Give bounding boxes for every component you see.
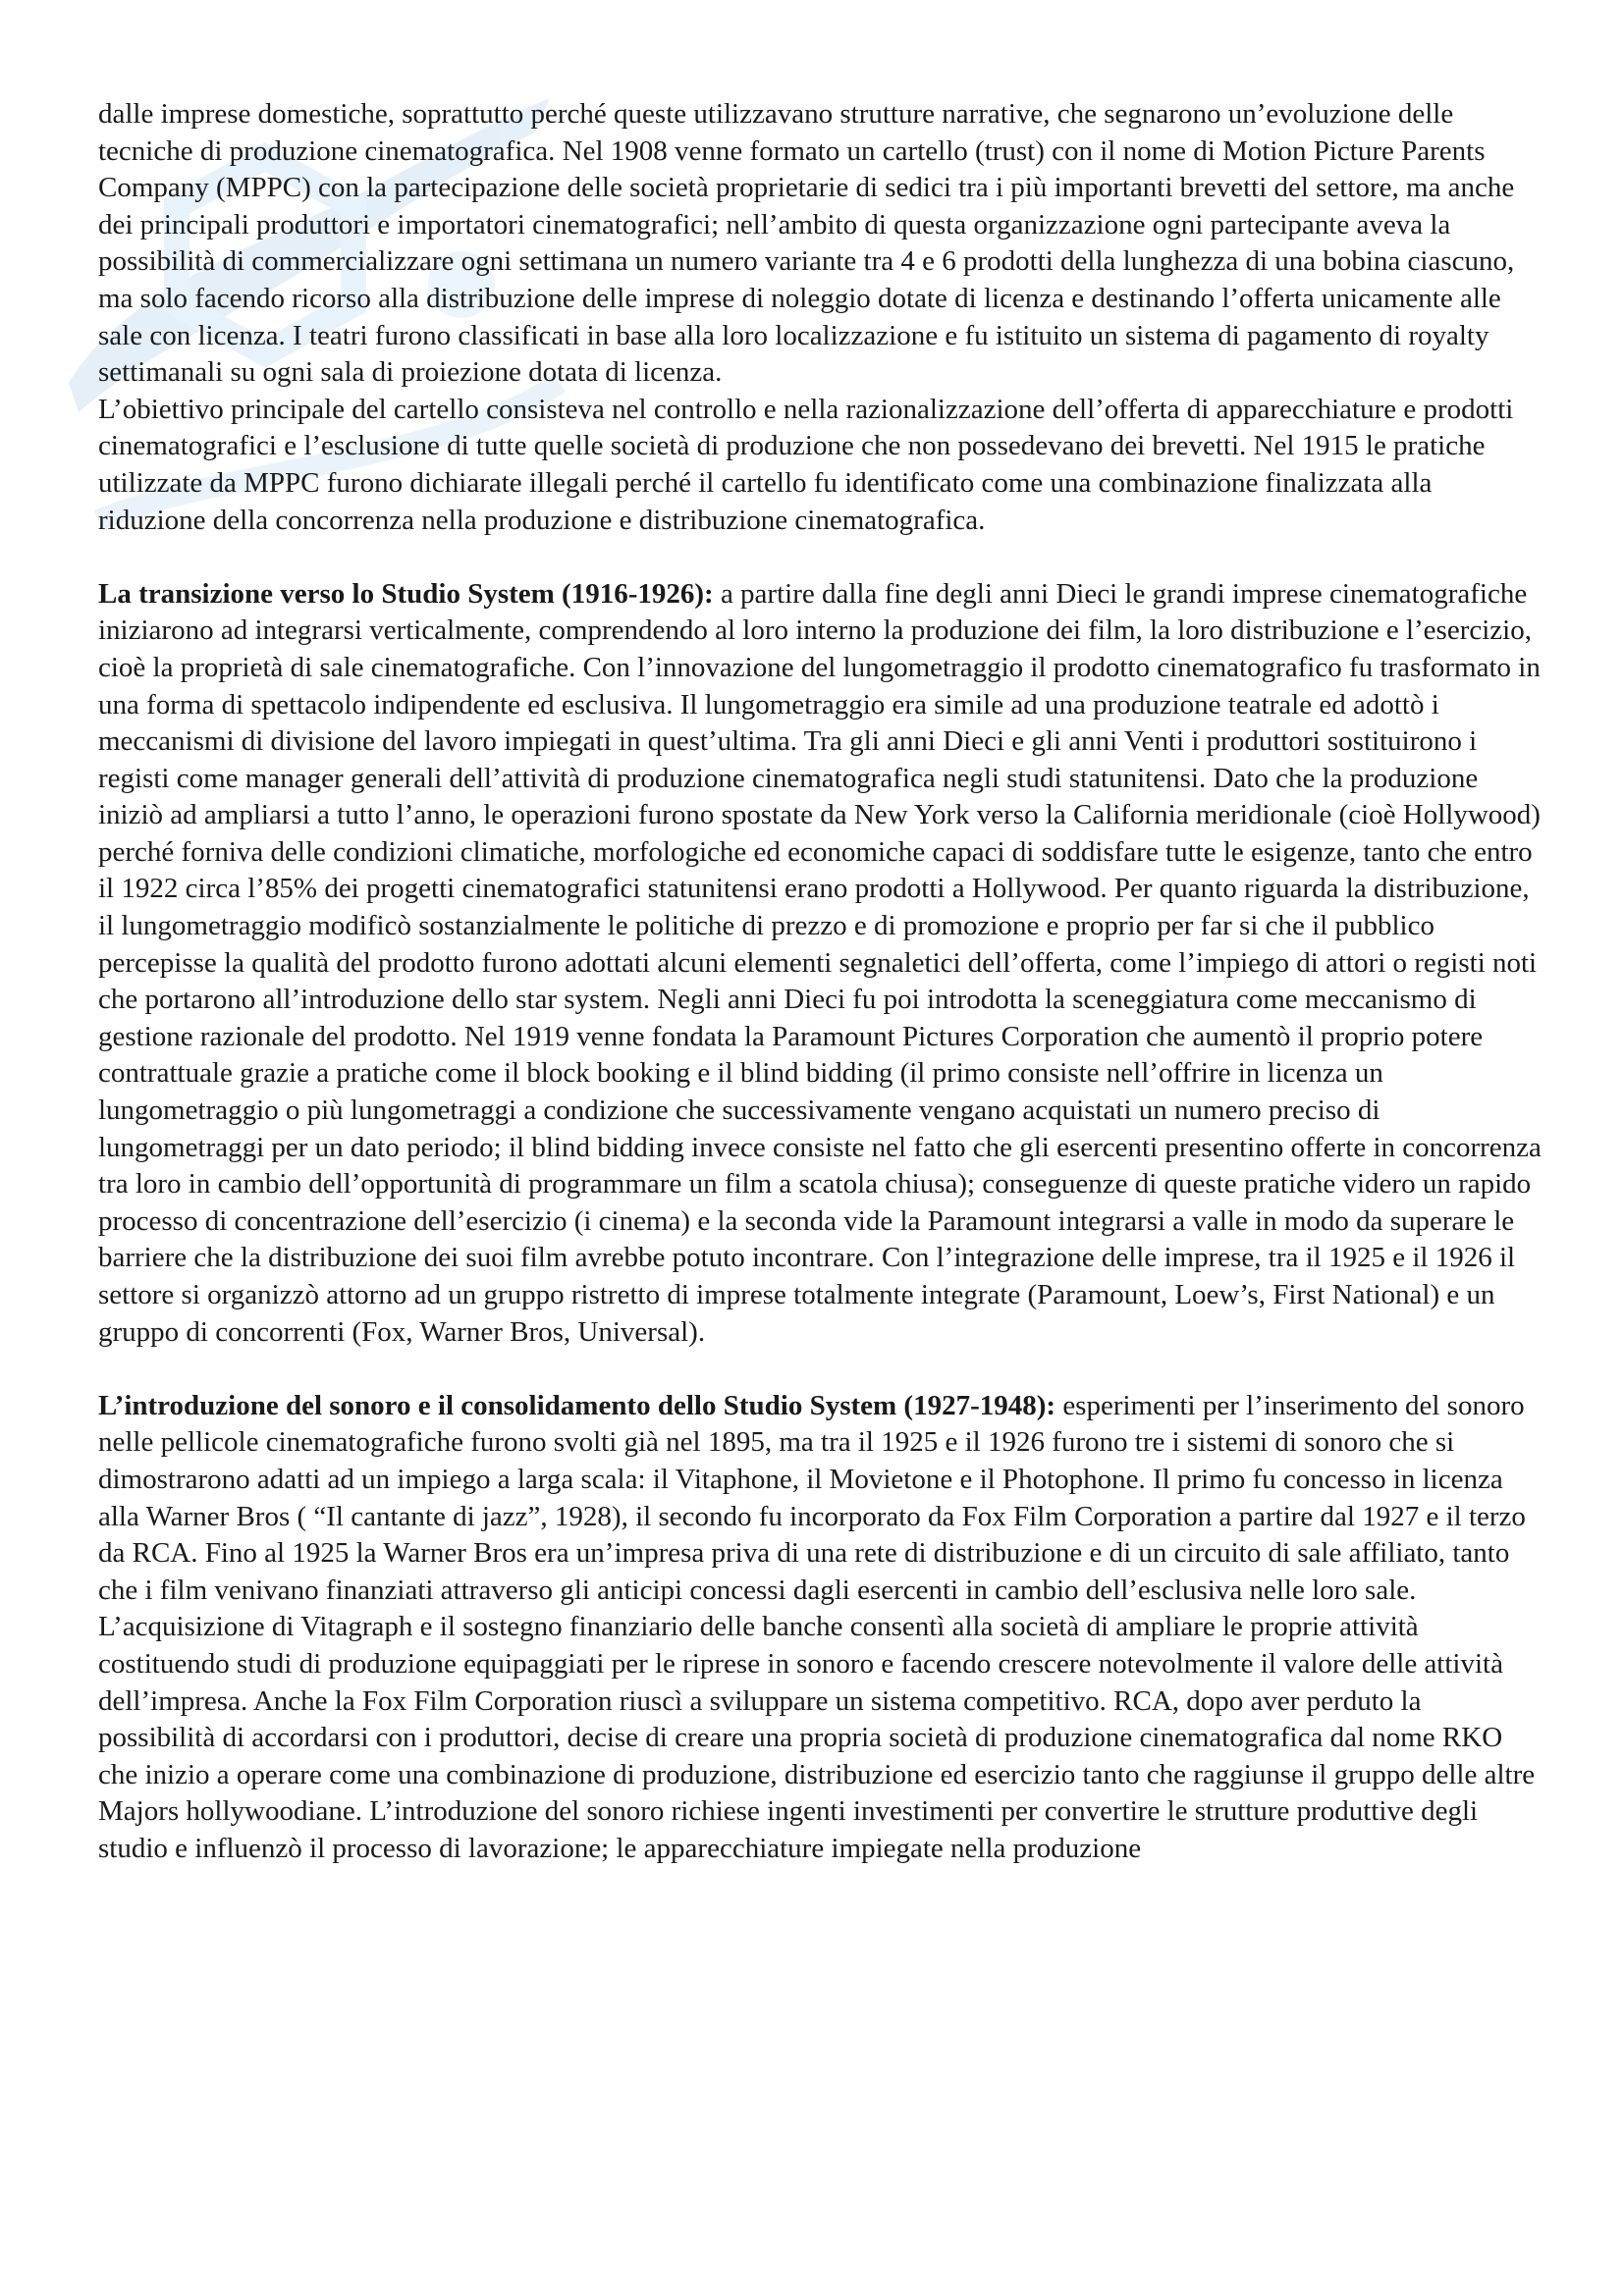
paragraph-cartel-objective <box>98 392 1542 539</box>
section-heading: L’introduzione del sonoro e il consolidamento dello Studio System (1927-1948): <box>98 1389 1056 1421</box>
document-body <box>98 96 1542 1868</box>
section-heading: La transizione verso lo Studio System (1916-1926): <box>98 577 714 610</box>
paragraph-text: esperimenti per l’inserimento del sonoro nelle pellicole cinematografiche furono svolti già nel 1895, ma tra il 1925 e il 1926 furono tre i sistemi di sonoro che si dimostrarono adatti ad un impiego a larga scala: il Vitaphone, il Movietone e il Photophone. Il primo fu concesso in licenza alla Warner Bros ( “Il cantante di jazz”, 1928), il secondo fu incorporato da Fox Film Corporation a partire dal 1927 e il terzo da RCA. Fino al 1925 la Warner Bros era un’impresa priva di una rete di distribuzione e di un circuito di sale affiliato, tanto che i film venivano finanziati attraverso gli anticipi concessi dagli esercenti in cambio dell’esclusiva nelle loro sale. L’acquisizione di Vitagraph e il sostegno finanziario delle banche consentì alla società di ampliare le proprie attività costituendo studi di produzione equipaggiati per le riprese in sonoro e facendo crescere notevolmente il valore delle attività dell’impresa. Anche la Fox Film Corporation riuscì a sviluppare un sistema competitivo. RCA, dopo aver perduto la possibilità di accordarsi con i produttori, decise di creare una propria società di produzione cinematografica dal nome RKO che inizio a operare come una combinazione di produzione, distribuzione ed esercizio tanto che raggiunse il gruppo delle altre Majors hollywoodiane. L’introduzione del sonoro richiese ingenti investimenti per convertire le strutture produttive degli studio e influenzò il processo di lavorazione; le apparecchiature impiegate nella produzione <box>98 1389 1536 1864</box>
paragraph-text: dalle imprese domestiche, soprattutto perché queste utilizzavano strutture narrative, che segnarono un’evoluzione delle tecniche di produzione cinematografica. Nel 1908 venne formato un cartello (trust) con il nome di Motion Picture Parents Company (MPPC) con la partecipazione delle società proprietarie di sedici tra i più importanti brevetti del settore, ma anche dei principali produttori e importatori cinematografici; nell’ambito di questa organizzazione ogni partecipante aveva la possibilità di commercializzare ogni settimana un numero variante tra 4 e 6 prodotti della lunghezza di una bobina ciascuno, ma solo facendo ricorso alla distribuzione delle imprese di noleggio dotate di licenza e destinando l’offerta unicamente alle sale con licenza. I teatri furono classificati in base alla loro localizzazione e fu istituito un sistema di pagamento di royalty settimanali su ogni sala di proiezione dotata di licenza. <box>98 98 1515 389</box>
paragraph-text: a partire dalla fine degli anni Dieci le grandi imprese cinematografiche iniziarono ad integrarsi verticalmente, comprendendo al loro interno la produzione dei film, la loro distribuzione e l’esercizio, cioè la proprietà di sale cinematografiche. Con l’innovazione del lungometraggio il prodotto cinematografico fu trasformato in una forma di spettacolo indipendente ed esclusiva. Il lungometraggio era simile ad una produzione teatrale ed adottò i meccanismi di divisione del lavoro impiegati in quest’ultima. Tra gli anni Dieci e gli anni Venti i produttori sostituirono i registi come manager generali dell’attività di produzione cinematografica negli studi statunitensi. Dato che la produzione iniziò ad ampliarsi a tutto l’anno, le operazioni furono spostate da New York verso la California meridionale (cioè Hollywood) perché forniva delle condizioni climatiche, morfologiche ed economiche capaci di soddisfare tutte le esigenze, tanto che entro il 1922 circa l’85% dei progetti cinematografici statunitensi erano prodotti a Hollywood. Per quanto riguarda la distribuzione, il lungometraggio modificò sostanzialmente le politiche di prezzo e di promozione e proprio per far si che il pubblico percepisse la qualità del prodotto furono adottati alcuni elementi segnaletici dell’offerta, come l’impiego di attori o registi noti che portarono all’introduzione dello star system. Negli anni Dieci fu poi introdotta la sceneggiatura come meccanismo di gestione razionale del prodotto. Nel 1919 venne fondata la Paramount Pictures Corporation che aumentò il proprio potere contrattuale grazie a pratiche come il block booking e il blind bidding (il primo consiste nell’offrire in licenza un lungometraggio o più lungometraggi a condizione che successivamente vengano acquistati un numero preciso di lungometraggi per un dato periodo; il blind bidding invece consiste nel fatto che gli esercenti presentino offerte in concorrenza tra loro in cambio dell’opportunità di programmare un film a scatola chiusa); conseguenze di queste pratiche videro un rapido processo di concentrazione dell’esercizio (i cinema) e la seconda vide la Paramount integrarsi a valle in modo da superare le barriere che la distribuzione dei suoi film avrebbe potuto incontrare. Con l’integrazione delle imprese, tra il 1925 e il 1926 il settore si organizzò attorno ad un gruppo ristretto di imprese totalmente integrate (Paramount, Loew’s, First National) e un gruppo di concorrenti (Fox, Warner Bros, Universal). <box>98 577 1542 1348</box>
paragraph-text: L’obiettivo principale del cartello consisteva nel controllo e nella razionalizzazione dell’offerta di apparecchiature e prodotti cinematografici e l’esclusione di tutte quelle società di produzione che non possedevano dei brevetti. Nel 1915 le pratiche utilizzate da MPPC furono dichiarate illegali perché il cartello fu identificato come una combinazione finalizzata alla riduzione della concorrenza nella produzione e distribuzione cinematografica. <box>98 393 1514 536</box>
paragraph-mppc-cartel <box>98 96 1542 392</box>
paragraph-studio-system-transition <box>98 576 1542 1351</box>
paragraph-sound-introduction <box>98 1388 1542 1868</box>
